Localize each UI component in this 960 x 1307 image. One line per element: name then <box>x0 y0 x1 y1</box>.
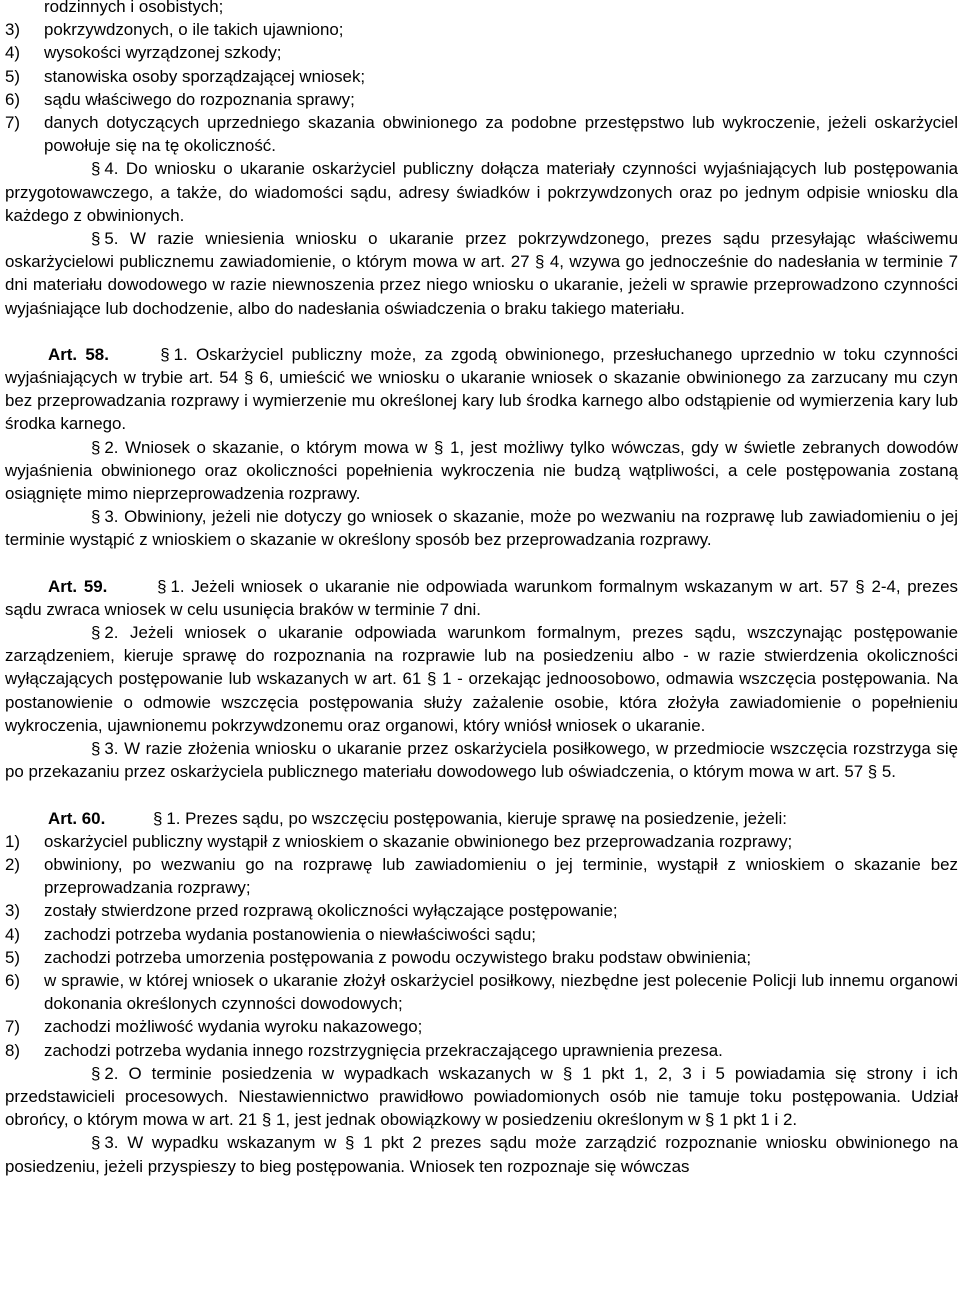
article-label: Art. 59. <box>48 576 108 596</box>
paragraph-number: 4. <box>104 159 119 179</box>
spacer <box>5 784 958 807</box>
paragraph-number: 2. <box>104 437 119 457</box>
list-number: 7) <box>5 1017 21 1037</box>
article-label: Art. 58. <box>48 344 109 364</box>
list-item <box>5 923 958 946</box>
list-number: 3) <box>5 20 21 40</box>
paragraph-text: Oskarżyciel publiczny może, za zgodą obwinionego, przesłuchanego uprzednio w toku czynności wyjaśniających w trybie art. 54 § 6, umieścić we wniosku o ukaranie wniosek o skazanie obwinionego za zarzucany mu czyn bez przeprowadzania rozprawy i wymierzenie mu określonej kary lub środka karnego albo odstąpienie od wymierzenia kary lub środka karnego. <box>5 344 959 434</box>
list-item <box>5 88 958 111</box>
list-number: 1) <box>5 831 21 851</box>
list-text: danych dotyczących uprzedniego skazania obwinionego za podobne przestępstwo lub wykroczenie, jeżeli oskarżyciel powołuje się na tę okoliczność. <box>44 113 958 156</box>
paragraph-number: 2. <box>104 623 119 643</box>
list-item <box>5 41 958 64</box>
list-text: zachodzi potrzeba umorzenia postępowania z powodu oczywistego braku podstaw obwinienia; <box>44 947 752 967</box>
list-number: 7) <box>5 113 21 133</box>
list-item <box>5 65 958 88</box>
spacer <box>5 552 958 575</box>
paragraph-art59-1 <box>5 575 958 621</box>
list-item <box>5 1015 958 1038</box>
paragraph-art60-2 <box>5 1062 958 1132</box>
section-sign: § <box>152 808 163 828</box>
list-number <box>5 0 44 18</box>
paragraph-text: Wniosek o skazanie, o którym mowa w § 1, jest możliwy tylko wówczas, gdy w świetle zebranych dowodów wyjaśnienia obwinionego oraz okoliczności popełnienia wykroczenia nie budzą wątpliwości, a cele postępowania zostaną osiągnięte mimo nieprzeprowadzenia rozprawy. <box>5 437 958 504</box>
paragraph-text: O terminie posiedzenia w wypadkach wskazanych w § 1 pkt 1, 2, 3 i 5 powiadamia się strony i ich przedstawicieli procesowych. Niestawiennictwo prawidłowo powiadomionych osób nie tamuje toku postępowania. Udział obrońcy, o którym mowa w art. 21 § 1, jest jednak obowiązkowy w posiedzeniu określonym w § 1 pkt 1 i 2. <box>5 1063 958 1130</box>
document-page <box>5 0 958 1178</box>
list-number: 3) <box>5 901 21 921</box>
paragraph-art57-4 <box>5 157 958 227</box>
list-text: w sprawie, w której wniosek o ukaranie złożył oskarżyciel posiłkowy, niezbędne jest polecenie Policji lub innemu organowi dokonania określonych czynności dowodowych; <box>44 970 958 1014</box>
paragraph-text: Do wniosku o ukaranie oskarżyciel publiczny dołącza materiały czynności wyjaśniających lub postępowania przygotowawczego, a także, do wiadomości sądu, adresy świadków i pokrzywdzonych oraz po jednym odpisie wniosku dla każdego z obwinionych. <box>5 159 958 225</box>
list-text: wysokości wyrządzonej szkody; <box>44 43 282 63</box>
paragraph-number: 2. <box>104 1063 119 1083</box>
section-sign: § <box>91 1063 101 1083</box>
list-item <box>5 830 958 853</box>
list-item <box>5 899 958 922</box>
paragraph-text: Jeżeli wniosek o ukaranie odpowiada warunkom formalnym, prezes sądu, wszczynając postępowanie zarządzeniem, kieruje sprawę do rozpoznania na rozprawie lub na posiedzeniu albo - w razie stwierdzenia okoliczności wyłączających postępowanie lub wskazanych w art. 61 § 1 - orzekając jednoosobowo, odmawia wszczęcia postępowania. Na postanowienie o odmowie wszczęcia postępowania służy zażalenie osobie, która złożyła zawiadomienie o popełnieniu wykroczenia, ujawnionemu pokrzywdzonemu oraz organowi, który wniósł wniosek o ukaranie. <box>5 623 958 735</box>
paragraph-text: Jeżeli wniosek o ukaranie nie odpowiada warunkom formalnym wskazanym w art. 57 § 2-4, prezes sądu zwraca wniosek w celu usunięcia braków w terminie 7 dni. <box>5 576 958 619</box>
paragraph-art60-1 <box>5 807 958 830</box>
list-text: obwiniony, po wezwaniu go na rozprawę lub zawiadomieniu o jej terminie, wystąpił z wnioskiem o skazanie bez przeprowadzania rozprawy; <box>44 854 958 898</box>
paragraph-text: Prezes sądu, po wszczęciu postępowania, kieruje sprawę na posiedzenie, jeżeli: <box>185 808 787 828</box>
paragraph-number: 1. <box>170 576 185 596</box>
paragraph-art58-1 <box>5 343 958 436</box>
list-text: rodzinnych i osobistych; <box>44 0 224 16</box>
list-number: 6) <box>5 970 21 990</box>
list-text: pokrzywdzonych, o ile takich ujawniono; <box>44 20 344 40</box>
list-number: 4) <box>5 43 21 63</box>
paragraph-text: W razie złożenia wniosku o ukaranie przez oskarżyciela posiłkowego, w przedmiocie wszczęcia rozstrzyga się po przekazaniu przez oskarżyciela publicznego materiału dowodowego lub oświadczenia, o którym mowa w art. 57 § 5. <box>5 739 958 782</box>
list-item <box>5 946 958 969</box>
list-item <box>5 18 958 41</box>
list-number: 2) <box>5 854 21 874</box>
paragraph-text: W wypadku wskazanym w § 1 pkt 2 prezes sądu może zarządzić rozpoznanie wniosku obwinionego na posiedzeniu, jeżeli przyspieszy to bieg postępowania. Wniosek ten rozpoznaje się wówczas <box>5 1133 958 1176</box>
list-text: zachodzi możliwość wydania wyroku nakazowego; <box>44 1017 423 1037</box>
list-text: zostały stwierdzone przed rozprawą okoliczności wyłączające postępowanie; <box>44 901 618 921</box>
list-item <box>5 853 958 899</box>
list-number: 5) <box>5 947 21 967</box>
section-sign: § <box>91 1133 101 1153</box>
paragraph-number: 3. <box>104 1133 119 1153</box>
section-sign: § <box>91 623 101 643</box>
paragraph-number: 1. <box>173 344 188 364</box>
spacer <box>5 320 958 343</box>
paragraph-number: 3. <box>104 739 119 759</box>
paragraph-art58-2 <box>5 436 958 506</box>
paragraph-art59-3 <box>5 737 958 783</box>
section-sign: § <box>91 159 101 179</box>
list-text: sądu właściwego do rozpoznania sprawy; <box>44 89 355 109</box>
list-text: oskarżyciel publiczny wystąpił z wnioskiem o skazanie obwinionego bez przeprowadzania rozprawy; <box>44 831 793 851</box>
list-number: 6) <box>5 89 21 109</box>
list-text: zachodzi potrzeba wydania innego rozstrzygnięcia przekraczającego uprawnienia prezesa. <box>44 1040 723 1060</box>
paragraph-number: 1. <box>166 808 181 828</box>
paragraph-number: 5. <box>104 229 119 249</box>
list-item <box>5 969 958 1015</box>
list-text: zachodzi potrzeba wydania postanowienia o niewłaściwości sądu; <box>44 924 536 944</box>
paragraph-number: 3. <box>104 507 119 527</box>
paragraph-art57-5 <box>5 227 958 320</box>
list-number: 5) <box>5 66 21 86</box>
section-sign: § <box>91 507 101 527</box>
list-item <box>5 1039 958 1062</box>
section-sign: § <box>160 344 170 364</box>
list-item <box>5 0 958 18</box>
list-item <box>5 111 958 157</box>
paragraph-art58-3 <box>5 505 958 551</box>
section-sign: § <box>91 229 101 249</box>
paragraph-art60-3 <box>5 1131 958 1177</box>
paragraph-art59-2 <box>5 621 958 737</box>
article-label: Art. 60. <box>48 808 106 828</box>
list-number: 4) <box>5 924 21 944</box>
list-number: 8) <box>5 1040 21 1060</box>
list-text: stanowiska osoby sporządzającej wniosek; <box>44 66 366 86</box>
section-sign: § <box>91 739 101 759</box>
paragraph-text: Obwiniony, jeżeli nie dotyczy go wniosek o skazanie, może po wezwaniu na rozprawę lub zawiadomieniu o jej terminie wystąpić z wnioskiem o skazanie w określony sposób bez przeprowadzania rozprawy. <box>5 507 958 550</box>
section-sign: § <box>157 576 167 596</box>
paragraph-text: W razie wniesienia wniosku o ukaranie przez pokrzywdzonego, prezes sądu przesyłając właściwemu oskarżycielowi publicznemu zawiadomienie, o którym mowa w art. 27 § 4, wzywa go jednocześnie do nadesłania w terminie 7 dni materiału dowodowego w razie niewnoszenia przez niego wniosku o ukaranie, jeżeli w sprawie przeprowadzono czynności wyjaśniające lub dochodzenie, albo do nadesłania oświadczenia o braku takiego materiału. <box>5 229 958 318</box>
section-sign: § <box>91 437 101 457</box>
